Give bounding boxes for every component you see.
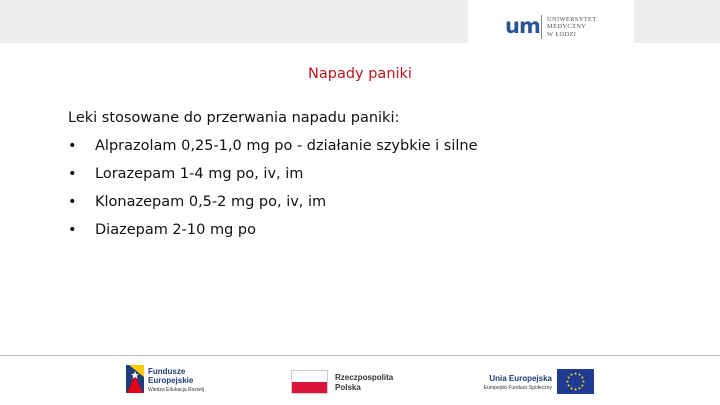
fundusze-europejskie-label — [148, 367, 193, 385]
unia-europejska-label — [476, 374, 552, 391]
university-name-line: UNIWERSYTET — [547, 16, 597, 23]
fundusze-tagline: Wiedza Edukacja Rozwój — [148, 387, 205, 393]
university-name-line: MEDYCZNY — [547, 23, 587, 31]
eu-flag-icon — [557, 369, 594, 394]
fundusze-europejskie-icon — [124, 363, 146, 395]
logo-divider — [541, 15, 542, 39]
fundusze-line: Fundusze — [148, 367, 186, 376]
flag-red-stripe — [292, 382, 327, 393]
bullet-icon: • — [68, 166, 77, 182]
um-logo-mark: um — [505, 14, 540, 38]
flag-white-stripe — [292, 371, 327, 382]
bullet-icon: • — [68, 194, 77, 210]
unia-title: Unia Europejska — [489, 374, 552, 383]
university-name — [547, 16, 597, 38]
bullet-list — [68, 132, 478, 244]
slide-content — [68, 104, 478, 244]
bullet-icon: • — [68, 138, 77, 154]
list-item-text: Klonazepam 0,5-2 mg po, iv, im — [95, 194, 327, 210]
polska-line: Polska — [335, 382, 361, 392]
list-item — [68, 132, 478, 160]
bullet-icon: • — [68, 222, 77, 238]
eu-stars-icon — [557, 369, 594, 394]
university-name-line: W ŁODZI — [547, 30, 577, 38]
list-item-text: Alprazolam 0,25-1,0 mg po - działanie szybkie i silne — [95, 138, 478, 154]
rzeczpospolita-line: Rzeczpospolita — [335, 373, 394, 382]
lead-text: Leki stosowane do przerwania napadu paniki: — [68, 110, 400, 126]
unia-subtitle: Europejski Fundusz Społeczny — [483, 385, 552, 391]
rzeczpospolita-polska-label — [335, 373, 393, 392]
list-item-text: Lorazepam 1-4 mg po, iv, im — [95, 166, 304, 182]
europejskie-line: Europejskie — [148, 376, 194, 385]
slide-title: Napady paniki — [308, 66, 412, 82]
list-item — [68, 216, 478, 244]
poland-flag-icon — [291, 370, 328, 394]
list-item — [68, 160, 478, 188]
list-item-text: Diazepam 2-10 mg po — [95, 222, 256, 238]
footer-divider — [0, 355, 720, 356]
list-item — [68, 188, 478, 216]
